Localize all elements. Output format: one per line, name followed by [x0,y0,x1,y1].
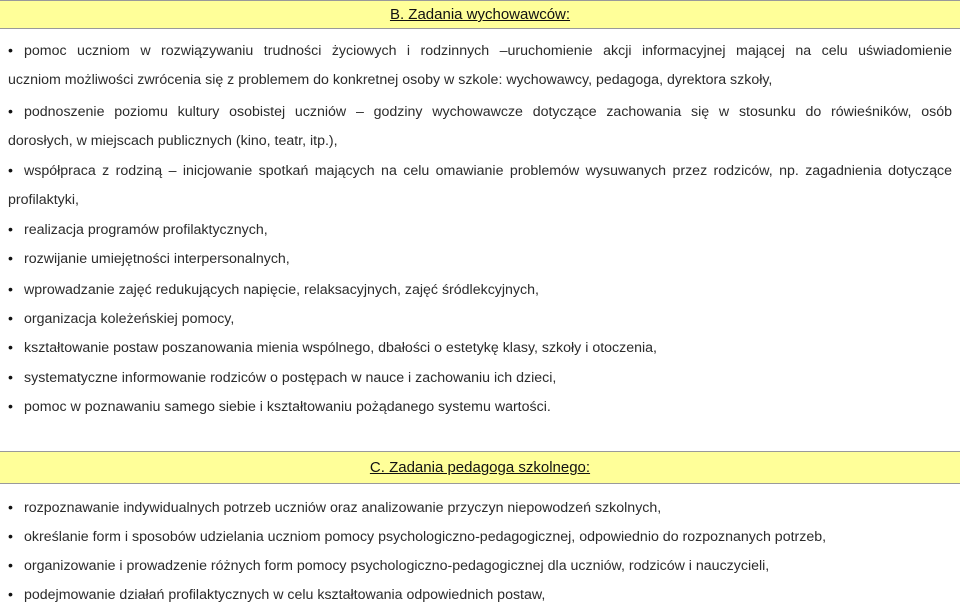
section-b-header [0,0,960,29]
list-item: • systematyczne informowanie rodziców o postępach w nauce i zachowaniu ich dzieci, [8,370,557,386]
list-item: • realizacja programów profilaktycznych, [8,222,268,238]
list-item-continuation: dorosłych, w miejscach publicznych (kino, teatr, itp.), [8,133,338,149]
list-item: • organizacja koleżeńskiej pomocy, [8,311,235,327]
list-item-continuation: uczniom możliwości zwrócenia się z problemem do konkretnej osoby w szkole: wychowawcy, pedagoga, dyrektora szkoły, [8,72,773,88]
list-item: • podnoszenie poziomu kultury osobistej uczniów – godziny wychowawcze dotyczące zachowania się w stosunku do rówieśników, osób [8,104,952,120]
section-c-header [0,451,960,484]
list-item: • podejmowanie działań profilaktycznych w celu kształtowania odpowiednich postaw, [8,587,546,603]
list-item: • rozpoznawanie indywidualnych potrzeb uczniów oraz analizowanie przyczyn niepowodzeń szkolnych, [8,500,662,516]
list-item: • rozwijanie umiejętności interpersonalnych, [8,251,290,267]
list-item: • pomoc uczniom w rozwiązywaniu trudności życiowych i rodzinnych –uruchomienie akcji informacyjnej mającej na celu uświadomienie [8,43,952,59]
section-b-title: B. Zadania wychowawców: [389,6,571,23]
list-item-continuation: profilaktyki, [8,192,79,208]
section-c-title: C. Zadania pedagoga szkolnego: [369,459,591,476]
list-item: • wprowadzanie zajęć redukujących napięcie, relaksacyjnych, zajęć śródlekcyjnych, [8,282,539,298]
list-item: • organizowanie i prowadzenie różnych form pomocy psychologiczno-pedagogicznej dla uczniów, rodziców i nauczycieli, [8,558,770,574]
list-item: • pomoc w poznawaniu samego siebie i kształtowaniu pożądanego systemu wartości. [8,399,551,415]
list-item: • określanie form i sposobów udzielania uczniom pomocy psychologiczno-pedagogicznej, odpowiednio do rozpoznanych potrzeb, [8,529,827,545]
list-item: • współpraca z rodziną – inicjowanie spotkań mających na celu omawianie problemów wysuwanych przez rodziców, np. zagadnienia dotyczące [8,163,952,179]
list-item: • kształtowanie postaw poszanowania mienia wspólnego, dbałości o estetykę klasy, szkoły i otoczenia, [8,340,657,356]
